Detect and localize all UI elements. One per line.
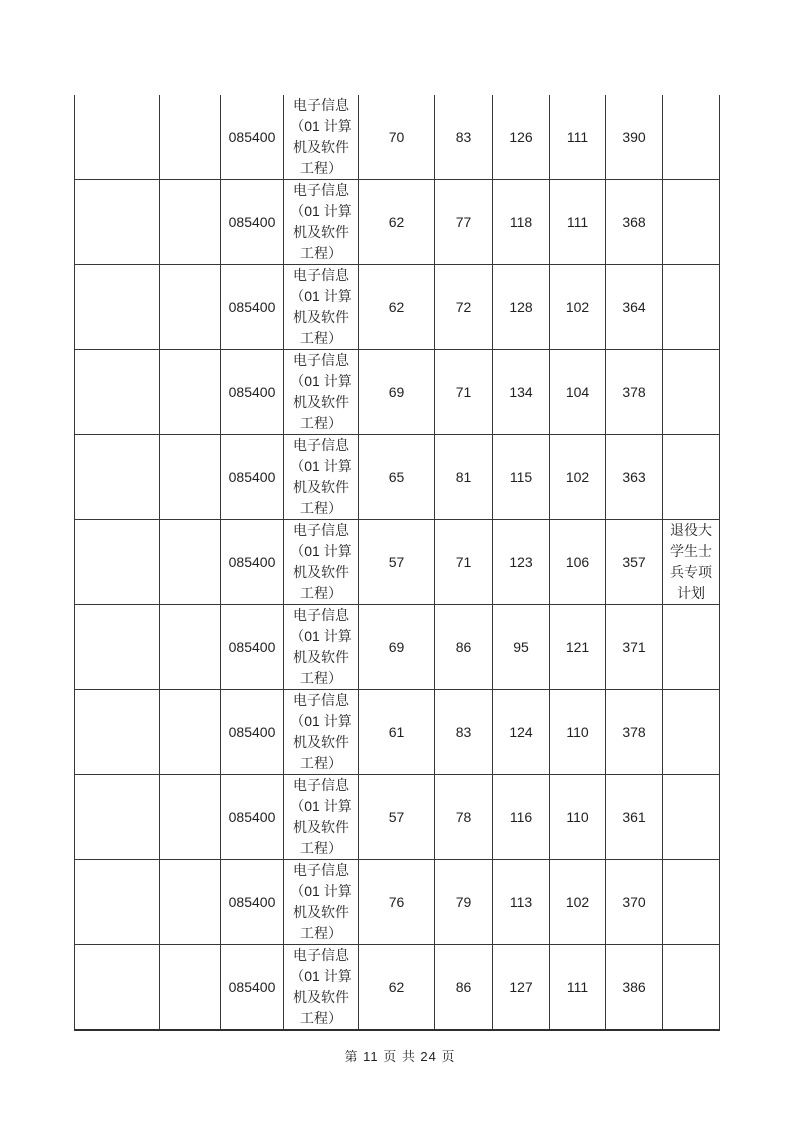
cell-text-line: 电子信息 [293, 437, 349, 453]
cell-text-line: 电子信息 [293, 777, 349, 793]
cell-major-code: 085400 [221, 605, 284, 690]
table-row [75, 265, 720, 350]
cell-total-score: 357 [606, 520, 663, 605]
cell-text-line: 机及软件 [293, 224, 349, 240]
cell-blank-a [75, 775, 160, 860]
cell-text-line: 工程） [300, 840, 342, 856]
admission-score-table [74, 95, 720, 1031]
cell-score-2: 78 [435, 775, 493, 860]
cell-blank-b [160, 95, 221, 180]
cell-text-line: 机及软件 [293, 819, 349, 835]
cell-remark [663, 180, 720, 265]
cell-blank-a [75, 690, 160, 775]
cell-score-2: 79 [435, 860, 493, 945]
cell-text-line: （01 计算 [290, 543, 352, 559]
cell-text-line: 电子信息 [293, 522, 349, 538]
cell-text-line: 机及软件 [293, 904, 349, 920]
cell-blank-a [75, 180, 160, 265]
cell-score-3: 116 [493, 775, 550, 860]
table-row [75, 690, 720, 775]
cell-score-3: 123 [493, 520, 550, 605]
cell-score-1: 57 [359, 775, 435, 860]
cell-major-code: 085400 [221, 350, 284, 435]
cell-score-4: 121 [550, 605, 606, 690]
cell-blank-b [160, 350, 221, 435]
cell-blank-b [160, 690, 221, 775]
cell-text-line: 工程） [300, 245, 342, 261]
cell-score-2: 86 [435, 945, 493, 1031]
cell-major-name [284, 520, 359, 605]
cell-text-line: 兵专项 [670, 564, 712, 580]
cell-total-score: 368 [606, 180, 663, 265]
cell-score-3: 127 [493, 945, 550, 1031]
cell-text-line: 机及软件 [293, 734, 349, 750]
cell-remark [663, 265, 720, 350]
cell-text-line: （01 计算 [290, 288, 352, 304]
cell-total-score: 370 [606, 860, 663, 945]
cell-score-1: 69 [359, 350, 435, 435]
cell-major-name [284, 775, 359, 860]
cell-major-name [284, 180, 359, 265]
cell-major-code: 085400 [221, 690, 284, 775]
cell-text-line: 电子信息 [293, 947, 349, 963]
cell-text-line: 电子信息 [293, 97, 349, 113]
cell-score-2: 86 [435, 605, 493, 690]
cell-total-score: 371 [606, 605, 663, 690]
cell-text-line: 工程） [300, 330, 342, 346]
cell-text-line: 工程） [300, 500, 342, 516]
cell-text-line: （01 计算 [290, 968, 352, 984]
cell-blank-a [75, 95, 160, 180]
cell-major-code: 085400 [221, 775, 284, 860]
cell-total-score: 390 [606, 95, 663, 180]
cell-major-name [284, 690, 359, 775]
cell-score-2: 81 [435, 435, 493, 520]
cell-text-line: 电子信息 [293, 862, 349, 878]
cell-remark [663, 520, 720, 605]
cell-score-2: 83 [435, 690, 493, 775]
cell-text-line: 电子信息 [293, 352, 349, 368]
cell-text-line: 计划 [677, 585, 705, 601]
cell-blank-b [160, 860, 221, 945]
cell-text-line: 工程） [300, 670, 342, 686]
cell-score-4: 102 [550, 860, 606, 945]
cell-score-2: 72 [435, 265, 493, 350]
cell-total-score: 386 [606, 945, 663, 1031]
cell-total-score: 364 [606, 265, 663, 350]
table-row [75, 95, 720, 180]
table-row [75, 350, 720, 435]
cell-blank-b [160, 180, 221, 265]
cell-score-4: 102 [550, 265, 606, 350]
table-row [75, 945, 720, 1031]
cell-remark [663, 605, 720, 690]
cell-score-4: 110 [550, 775, 606, 860]
cell-score-1: 76 [359, 860, 435, 945]
cell-score-1: 70 [359, 95, 435, 180]
cell-text-line: （01 计算 [290, 458, 352, 474]
cell-text-line: （01 计算 [290, 203, 352, 219]
table-row [75, 435, 720, 520]
cell-text-line: （01 计算 [290, 713, 352, 729]
cell-total-score: 378 [606, 350, 663, 435]
table-row [75, 180, 720, 265]
cell-score-3: 134 [493, 350, 550, 435]
cell-remark [663, 95, 720, 180]
cell-score-2: 77 [435, 180, 493, 265]
cell-text-line: 工程） [300, 1010, 342, 1026]
cell-text-line: 机及软件 [293, 139, 349, 155]
cell-text-line: 退役大 [670, 522, 712, 538]
cell-text-line: 工程） [300, 755, 342, 771]
cell-score-3: 113 [493, 860, 550, 945]
cell-major-name [284, 95, 359, 180]
cell-remark [663, 860, 720, 945]
cell-score-3: 118 [493, 180, 550, 265]
cell-remark [663, 690, 720, 775]
cell-text-line: 工程） [300, 415, 342, 431]
cell-text-line: 机及软件 [293, 649, 349, 665]
cell-score-4: 102 [550, 435, 606, 520]
cell-score-1: 62 [359, 945, 435, 1031]
cell-text-line: 电子信息 [293, 692, 349, 708]
cell-score-2: 71 [435, 520, 493, 605]
cell-remark [663, 945, 720, 1031]
cell-blank-b [160, 605, 221, 690]
cell-score-1: 61 [359, 690, 435, 775]
cell-blank-a [75, 350, 160, 435]
cell-total-score: 378 [606, 690, 663, 775]
table-row [75, 860, 720, 945]
cell-blank-a [75, 520, 160, 605]
cell-score-1: 65 [359, 435, 435, 520]
cell-score-2: 83 [435, 95, 493, 180]
cell-score-3: 115 [493, 435, 550, 520]
cell-blank-a [75, 265, 160, 350]
cell-major-code: 085400 [221, 435, 284, 520]
cell-blank-b [160, 435, 221, 520]
cell-major-name [284, 265, 359, 350]
cell-major-code: 085400 [221, 180, 284, 265]
cell-score-4: 111 [550, 95, 606, 180]
cell-text-line: （01 计算 [290, 628, 352, 644]
cell-text-line: 电子信息 [293, 607, 349, 623]
cell-score-1: 57 [359, 520, 435, 605]
cell-blank-b [160, 945, 221, 1031]
cell-text-line: 机及软件 [293, 309, 349, 325]
cell-text-line: 学生士 [670, 543, 712, 559]
cell-score-3: 124 [493, 690, 550, 775]
cell-score-1: 62 [359, 265, 435, 350]
cell-blank-a [75, 945, 160, 1031]
cell-major-name [284, 435, 359, 520]
cell-text-line: 机及软件 [293, 479, 349, 495]
cell-text-line: 工程） [300, 160, 342, 176]
cell-major-name [284, 605, 359, 690]
cell-major-code: 085400 [221, 95, 284, 180]
cell-score-3: 126 [493, 95, 550, 180]
cell-major-code: 085400 [221, 520, 284, 605]
table-row [75, 775, 720, 860]
cell-total-score: 361 [606, 775, 663, 860]
cell-text-line: 电子信息 [293, 182, 349, 198]
cell-text-line: 工程） [300, 585, 342, 601]
cell-text-line: 电子信息 [293, 267, 349, 283]
cell-text-line: 机及软件 [293, 394, 349, 410]
cell-score-4: 110 [550, 690, 606, 775]
cell-remark [663, 435, 720, 520]
cell-text-line: （01 计算 [290, 118, 352, 134]
cell-major-code: 085400 [221, 265, 284, 350]
cell-blank-a [75, 435, 160, 520]
cell-score-2: 71 [435, 350, 493, 435]
cell-major-code: 085400 [221, 945, 284, 1031]
cell-text-line: 机及软件 [293, 989, 349, 1005]
page-footer: 第 11 页 共 24 页 [344, 1049, 456, 1064]
cell-remark [663, 350, 720, 435]
cell-blank-a [75, 860, 160, 945]
table-row [75, 520, 720, 605]
table-row [75, 605, 720, 690]
cell-score-4: 111 [550, 945, 606, 1031]
cell-major-name [284, 860, 359, 945]
cell-major-name [284, 350, 359, 435]
cell-remark [663, 775, 720, 860]
cell-score-3: 95 [493, 605, 550, 690]
cell-blank-b [160, 265, 221, 350]
cell-text-line: 工程） [300, 925, 342, 941]
cell-score-4: 104 [550, 350, 606, 435]
cell-text-line: （01 计算 [290, 373, 352, 389]
cell-score-4: 106 [550, 520, 606, 605]
cell-score-1: 69 [359, 605, 435, 690]
cell-major-name [284, 945, 359, 1031]
cell-major-code: 085400 [221, 860, 284, 945]
cell-score-4: 111 [550, 180, 606, 265]
cell-blank-b [160, 775, 221, 860]
cell-score-1: 62 [359, 180, 435, 265]
cell-score-3: 128 [493, 265, 550, 350]
cell-total-score: 363 [606, 435, 663, 520]
cell-blank-b [160, 520, 221, 605]
cell-text-line: （01 计算 [290, 883, 352, 899]
cell-blank-a [75, 605, 160, 690]
cell-text-line: 机及软件 [293, 564, 349, 580]
cell-text-line: （01 计算 [290, 798, 352, 814]
